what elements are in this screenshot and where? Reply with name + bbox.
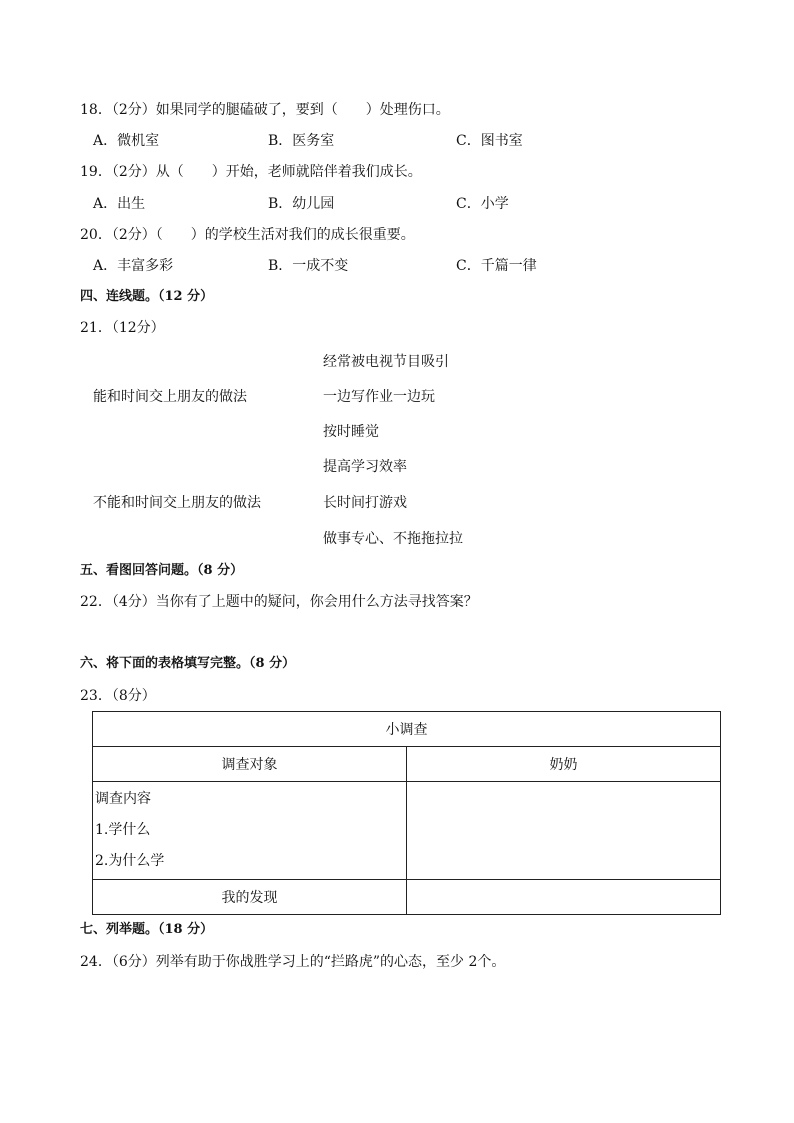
matching-right-item-2[interactable]: 一边写作业一边玩 xyxy=(323,389,435,405)
section-6-heading: 六、将下面的表格填写完整。（8 分） xyxy=(80,656,296,671)
section-7-heading: 七、列举题。（18 分） xyxy=(80,922,214,937)
question-18-option-c[interactable]: C．图书室 xyxy=(456,133,523,149)
question-18-option-b[interactable]: B．医务室 xyxy=(268,133,335,149)
section-4-heading: 四、连线题。（12 分） xyxy=(80,289,214,304)
question-21-stem: 21．（12分） xyxy=(80,320,165,336)
survey-content-item-1: 1.学什么 xyxy=(95,822,151,838)
survey-table xyxy=(92,711,721,915)
question-20-option-a[interactable]: A．丰富多彩 xyxy=(93,258,174,274)
survey-findings-label: 我的发现 xyxy=(93,880,407,915)
section-5-heading: 五、看图回答问题。（8 分） xyxy=(80,563,244,578)
matching-left-item-1[interactable]: 能和时间交上朋友的做法 xyxy=(93,389,247,405)
matching-right-item-6[interactable]: 做事专心、不拖拖拉拉 xyxy=(323,531,463,547)
question-23-stem: 23．（8分） xyxy=(80,688,156,704)
matching-left-item-2[interactable]: 不能和时间交上朋友的做法 xyxy=(93,495,261,511)
question-24-stem: 24．（6分）列举有助于你战胜学习上的“拦路虎”的心态，至少 2个。 xyxy=(80,954,506,970)
survey-subject-label: 调查对象 xyxy=(93,747,407,782)
question-18-option-a[interactable]: A．微机室 xyxy=(93,133,160,149)
matching-right-item-3[interactable]: 按时睡觉 xyxy=(323,424,379,440)
matching-right-item-5[interactable]: 长时间打游戏 xyxy=(323,495,407,511)
question-20-stem: 20．（2分）（ ）的学校生活对我们的成长很重要。 xyxy=(80,227,415,243)
survey-content-answer[interactable] xyxy=(407,782,721,880)
question-22-stem: 22．（4分）当你有了上题中的疑问，你会用什么方法寻找答案？ xyxy=(80,594,478,610)
question-20-option-c[interactable]: C．千篇一律 xyxy=(456,258,537,274)
survey-subject-value: 奶奶 xyxy=(407,747,721,782)
question-18-stem: 18．（2分）如果同学的腿磕破了，要到（ ）处理伤口。 xyxy=(80,102,450,118)
question-19-option-a[interactable]: A．出生 xyxy=(93,196,146,212)
survey-content-label: 调查内容 xyxy=(95,791,151,807)
question-19-option-b[interactable]: B．幼儿园 xyxy=(268,196,335,212)
question-19-stem: 19．（2分）从（ ）开始，老师就陪伴着我们成长。 xyxy=(80,164,422,180)
survey-content-cell xyxy=(93,782,407,880)
matching-right-item-1[interactable]: 经常被电视节目吸引 xyxy=(323,354,449,370)
survey-content-item-2: 2.为什么学 xyxy=(95,853,165,869)
question-19-option-c[interactable]: C．小学 xyxy=(456,196,509,212)
survey-table-title: 小调查 xyxy=(93,712,721,747)
question-20-option-b[interactable]: B．一成不变 xyxy=(268,258,349,274)
survey-findings-answer[interactable] xyxy=(407,880,721,915)
matching-right-item-4[interactable]: 提高学习效率 xyxy=(323,459,407,475)
